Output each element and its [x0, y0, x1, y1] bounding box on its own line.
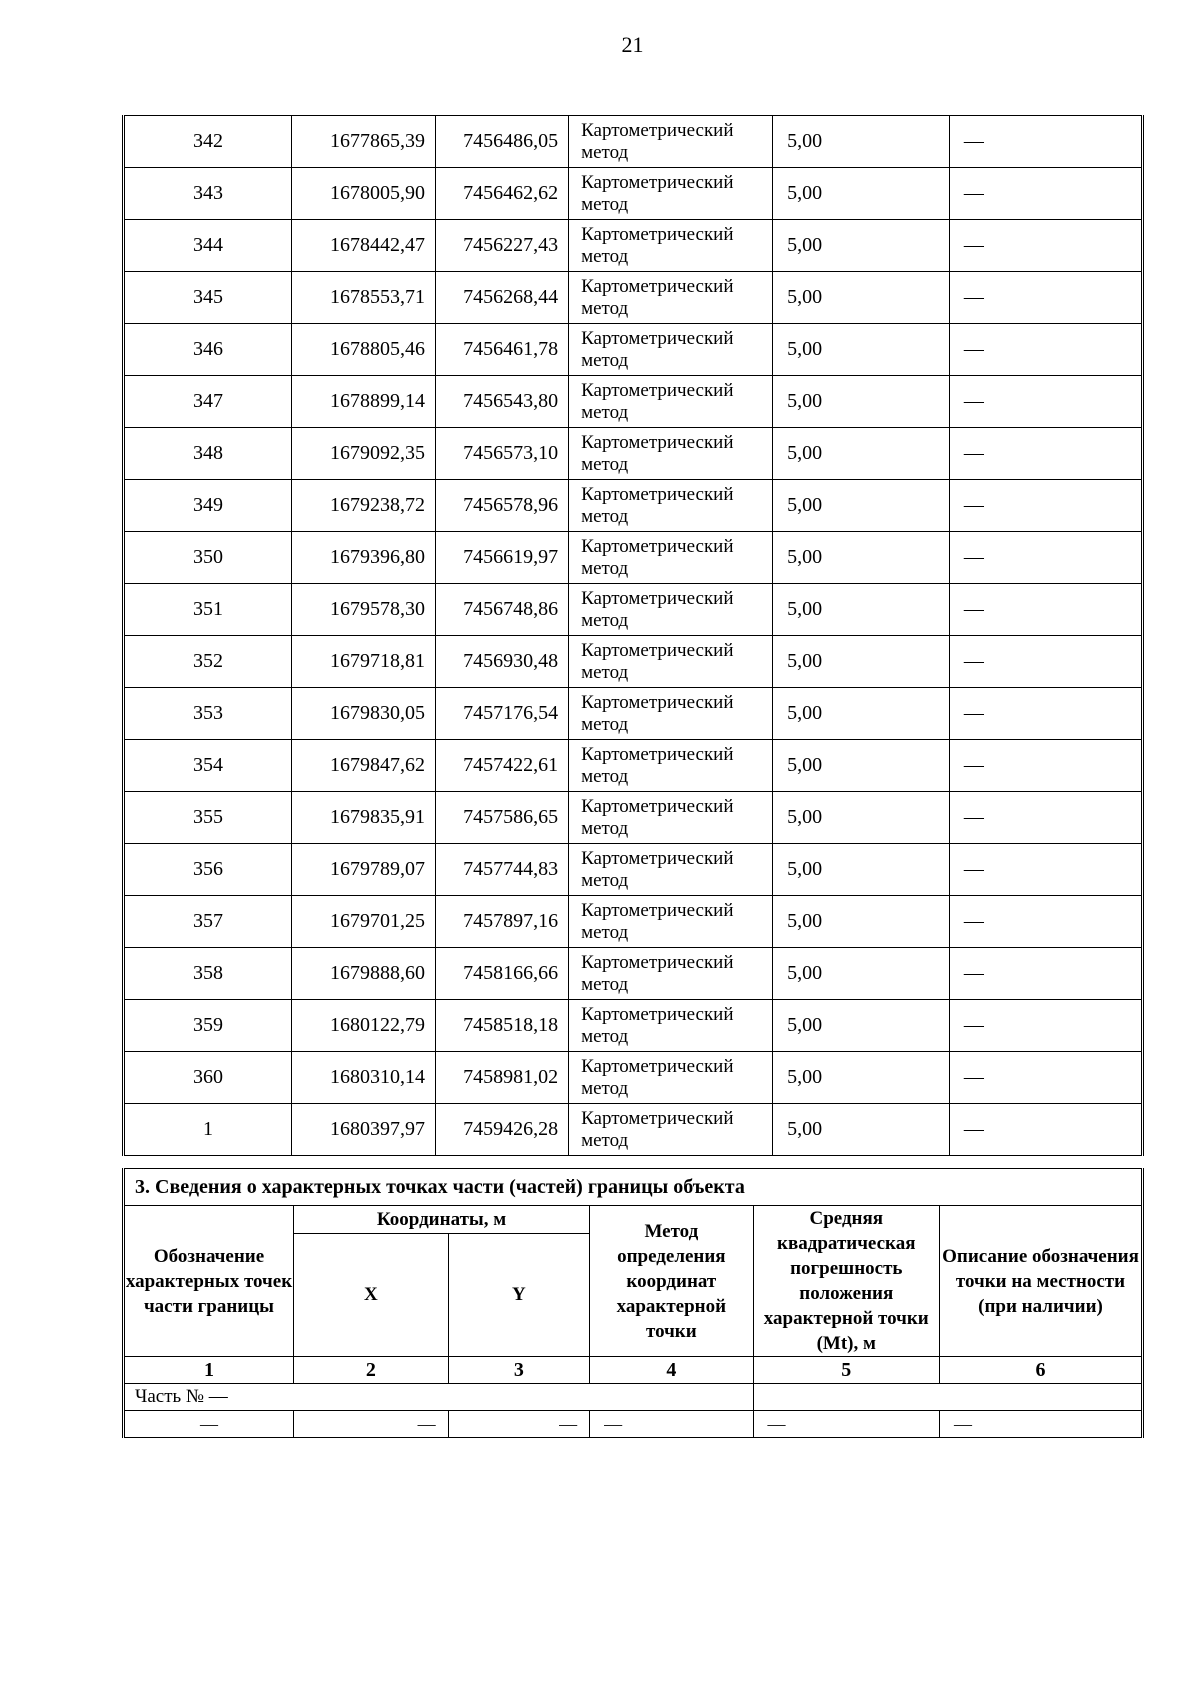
- table-row: [124, 116, 1143, 168]
- coord-x: 1678805,46: [292, 324, 436, 376]
- table-row: [124, 168, 1143, 220]
- method: Картометрический метод: [569, 948, 773, 1000]
- column-number: 1: [124, 1357, 294, 1384]
- header-designation: Обозначение характерных точек части границы: [124, 1206, 294, 1357]
- point-number: 349: [124, 480, 292, 532]
- part-label-empty: [753, 1384, 1142, 1411]
- method: Картометрический метод: [569, 532, 773, 584]
- coord-x: 1679396,80: [292, 532, 436, 584]
- method: Картометрический метод: [569, 376, 773, 428]
- error-value: 5,00: [773, 896, 950, 948]
- coord-x: 1679092,35: [292, 428, 436, 480]
- error-value: 5,00: [773, 220, 950, 272]
- point-number: 359: [124, 1000, 292, 1052]
- coord-y: 7456930,48: [436, 636, 569, 688]
- coord-x: 1680310,14: [292, 1052, 436, 1104]
- method: Картометрический метод: [569, 636, 773, 688]
- empty-cell: —: [294, 1411, 449, 1438]
- table-row: [124, 948, 1143, 1000]
- description: —: [949, 1052, 1142, 1104]
- coord-x: 1680122,79: [292, 1000, 436, 1052]
- coord-y: 7456619,97: [436, 532, 569, 584]
- method: Картометрический метод: [569, 168, 773, 220]
- error-value: 5,00: [773, 376, 950, 428]
- coord-x: 1679238,72: [292, 480, 436, 532]
- coord-x: 1679578,30: [292, 584, 436, 636]
- description: —: [949, 1104, 1142, 1156]
- coord-y: 7456227,43: [436, 220, 569, 272]
- description: —: [949, 896, 1142, 948]
- point-number: 343: [124, 168, 292, 220]
- table-row: [124, 480, 1143, 532]
- error-value: 5,00: [773, 532, 950, 584]
- coord-x: 1679789,07: [292, 844, 436, 896]
- coord-y: 7458166,66: [436, 948, 569, 1000]
- coord-x: 1679888,60: [292, 948, 436, 1000]
- description: —: [949, 948, 1142, 1000]
- point-number: 355: [124, 792, 292, 844]
- error-value: 5,00: [773, 1000, 950, 1052]
- column-number: 3: [448, 1357, 589, 1384]
- coord-y: 7459426,28: [436, 1104, 569, 1156]
- coord-y: 7457897,16: [436, 896, 569, 948]
- point-number: 344: [124, 220, 292, 272]
- point-number: 345: [124, 272, 292, 324]
- error-value: 5,00: [773, 636, 950, 688]
- error-value: 5,00: [773, 1104, 950, 1156]
- method: Картометрический метод: [569, 1052, 773, 1104]
- coord-y: 7456268,44: [436, 272, 569, 324]
- description: —: [949, 584, 1142, 636]
- error-value: 5,00: [773, 272, 950, 324]
- method: Картометрический метод: [569, 272, 773, 324]
- table-row: [124, 844, 1143, 896]
- empty-cell: —: [590, 1411, 753, 1438]
- table-row: [124, 532, 1143, 584]
- table-row: [124, 792, 1143, 844]
- error-value: 5,00: [773, 428, 950, 480]
- error-value: 5,00: [773, 584, 950, 636]
- coord-y: 7456462,62: [436, 168, 569, 220]
- coord-y: 7457176,54: [436, 688, 569, 740]
- empty-cell: —: [753, 1411, 939, 1438]
- error-value: 5,00: [773, 844, 950, 896]
- point-number: 1: [124, 1104, 292, 1156]
- table-row: [124, 324, 1143, 376]
- table-row: [124, 220, 1143, 272]
- coord-y: 7457744,83: [436, 844, 569, 896]
- error-value: 5,00: [773, 324, 950, 376]
- coord-y: 7457422,61: [436, 740, 569, 792]
- method: Картометрический метод: [569, 116, 773, 168]
- point-number: 350: [124, 532, 292, 584]
- header-description: Описание обозначения точки на местности (при наличии): [940, 1206, 1143, 1357]
- description: —: [949, 220, 1142, 272]
- coord-y: 7456578,96: [436, 480, 569, 532]
- table-row: [124, 896, 1143, 948]
- point-number: 354: [124, 740, 292, 792]
- table-row: [124, 1104, 1143, 1156]
- description: —: [949, 480, 1142, 532]
- section-title: 3. Сведения о характерных точках части (частей) границы объекта: [124, 1169, 1143, 1206]
- table-row: [124, 636, 1143, 688]
- error-value: 5,00: [773, 480, 950, 532]
- description: —: [949, 792, 1142, 844]
- method: Картометрический метод: [569, 688, 773, 740]
- description: —: [949, 1000, 1142, 1052]
- description: —: [949, 168, 1142, 220]
- method: Картометрический метод: [569, 1104, 773, 1156]
- method: Картометрический метод: [569, 428, 773, 480]
- error-value: 5,00: [773, 792, 950, 844]
- coord-x: 1678005,90: [292, 168, 436, 220]
- method: Картометрический метод: [569, 324, 773, 376]
- page-number: 21: [621, 32, 644, 57]
- header-y: Y: [448, 1233, 589, 1356]
- header-method: Метод определения координат характерной точки: [590, 1206, 753, 1357]
- description: —: [949, 532, 1142, 584]
- point-number: 347: [124, 376, 292, 428]
- error-value: 5,00: [773, 740, 950, 792]
- error-value: 5,00: [773, 1052, 950, 1104]
- description: —: [949, 636, 1142, 688]
- error-value: 5,00: [773, 688, 950, 740]
- coord-x: 1679701,25: [292, 896, 436, 948]
- header-x: X: [294, 1233, 449, 1356]
- point-number: 351: [124, 584, 292, 636]
- point-number: 356: [124, 844, 292, 896]
- coord-y: 7456748,86: [436, 584, 569, 636]
- column-number: 2: [294, 1357, 449, 1384]
- coord-x: 1679847,62: [292, 740, 436, 792]
- method: Картометрический метод: [569, 1000, 773, 1052]
- header-coordinates: Координаты, м: [294, 1206, 590, 1234]
- coord-y: 7456573,10: [436, 428, 569, 480]
- coord-x: 1679718,81: [292, 636, 436, 688]
- method: Картометрический метод: [569, 740, 773, 792]
- empty-cell: —: [448, 1411, 589, 1438]
- coord-x: 1680397,97: [292, 1104, 436, 1156]
- method: Картометрический метод: [569, 896, 773, 948]
- coord-y: 7458518,18: [436, 1000, 569, 1052]
- point-number: 348: [124, 428, 292, 480]
- coord-x: 1678553,71: [292, 272, 436, 324]
- column-number: 6: [940, 1357, 1143, 1384]
- description: —: [949, 844, 1142, 896]
- description: —: [949, 116, 1142, 168]
- table-row: [124, 1052, 1143, 1104]
- description: —: [949, 740, 1142, 792]
- coordinates-table: [122, 115, 1144, 1156]
- description: —: [949, 376, 1142, 428]
- coord-y: 7456461,78: [436, 324, 569, 376]
- empty-cell: —: [124, 1411, 294, 1438]
- description: —: [949, 428, 1142, 480]
- error-value: 5,00: [773, 116, 950, 168]
- table-row: [124, 1000, 1143, 1052]
- table-row: [124, 740, 1143, 792]
- coord-x: 1678442,47: [292, 220, 436, 272]
- table-row: [124, 376, 1143, 428]
- header-error: Средняя квадратическая погрешность положения характерной точки (Mt), м: [753, 1206, 939, 1357]
- point-number: 353: [124, 688, 292, 740]
- point-number: 358: [124, 948, 292, 1000]
- method: Картометрический метод: [569, 584, 773, 636]
- part-label: Часть № —: [124, 1384, 754, 1411]
- description: —: [949, 688, 1142, 740]
- coord-x: 1677865,39: [292, 116, 436, 168]
- column-number: 5: [753, 1357, 939, 1384]
- table-row: [124, 428, 1143, 480]
- point-number: 360: [124, 1052, 292, 1104]
- method: Картометрический метод: [569, 220, 773, 272]
- point-number: 346: [124, 324, 292, 376]
- method: Картометрический метод: [569, 480, 773, 532]
- section-3-table: [122, 1168, 1144, 1438]
- coord-y: 7458981,02: [436, 1052, 569, 1104]
- method: Картометрический метод: [569, 844, 773, 896]
- error-value: 5,00: [773, 948, 950, 1000]
- coord-x: 1679830,05: [292, 688, 436, 740]
- description: —: [949, 272, 1142, 324]
- description: —: [949, 324, 1142, 376]
- point-number: 342: [124, 116, 292, 168]
- empty-cell: —: [940, 1411, 1143, 1438]
- coord-x: 1679835,91: [292, 792, 436, 844]
- table-row: [124, 272, 1143, 324]
- column-number: 4: [590, 1357, 753, 1384]
- table-row: [124, 584, 1143, 636]
- coord-x: 1678899,14: [292, 376, 436, 428]
- error-value: 5,00: [773, 168, 950, 220]
- coord-y: 7456486,05: [436, 116, 569, 168]
- point-number: 357: [124, 896, 292, 948]
- coord-y: 7457586,65: [436, 792, 569, 844]
- table-row: [124, 688, 1143, 740]
- method: Картометрический метод: [569, 792, 773, 844]
- point-number: 352: [124, 636, 292, 688]
- coord-y: 7456543,80: [436, 376, 569, 428]
